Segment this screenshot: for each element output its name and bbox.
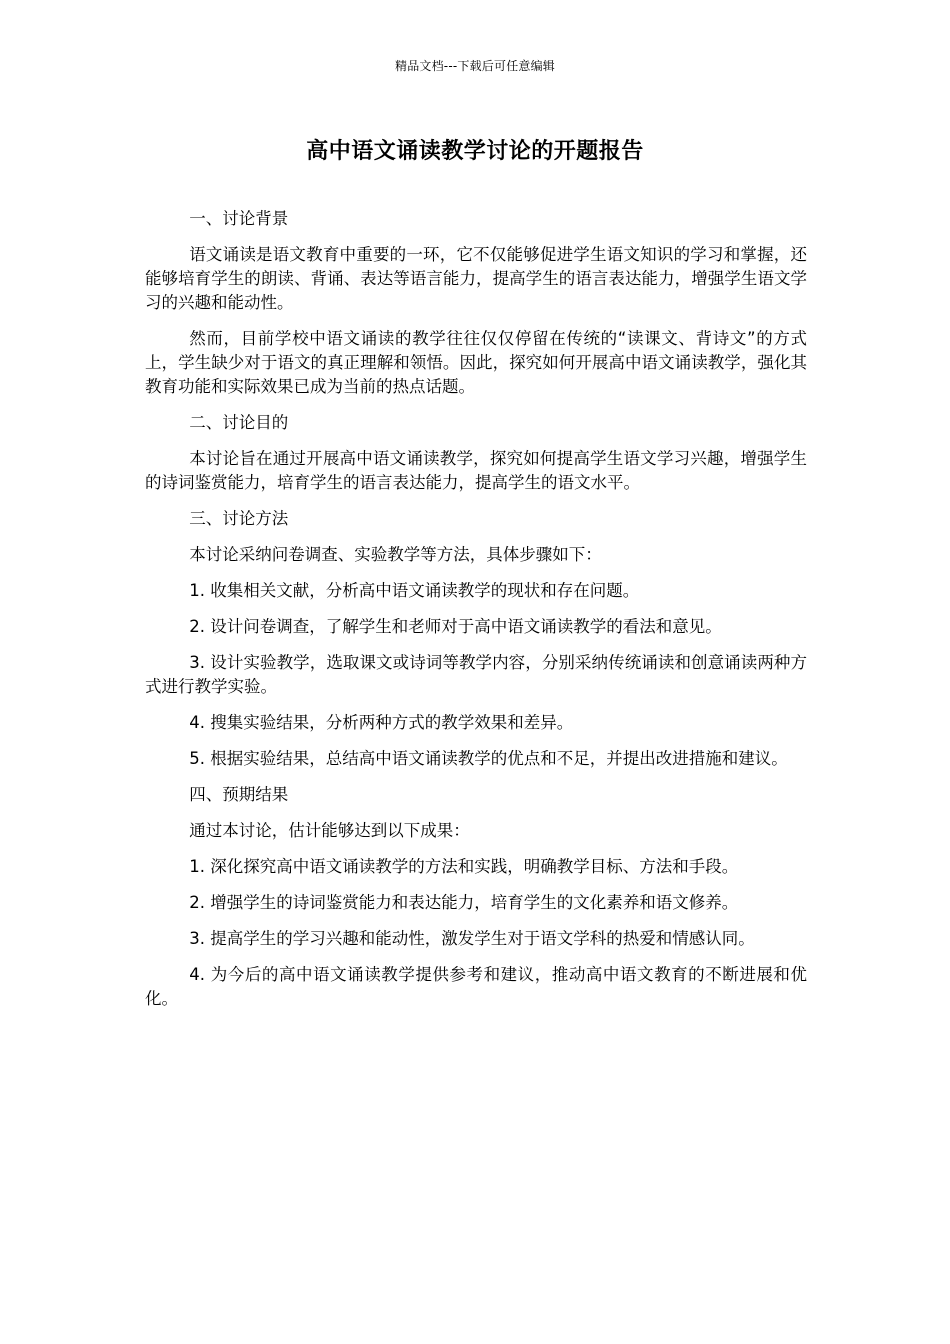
header-note: 精品文档---下载后可任意编辑 [395, 59, 555, 73]
section-heading-method: 三、讨论方法 [189, 509, 289, 528]
section-heading-purpose: 二、讨论目的 [189, 413, 289, 432]
list-item: 3. 提高学生的学习兴趣和能动性，激发学生对于语文学科的热爱和情感认同。 [189, 929, 755, 948]
list-item: 2. 增强学生的诗词鉴赏能力和表达能力，培育学生的文化素养和语文修养。 [189, 893, 739, 912]
list-item: 3. 设计实验教学，选取课文或诗词等教学内容，分别采纳传统诵读和创意诵读两种方式进行教学实验。 [145, 653, 807, 696]
section-heading-expected-results: 四、预期结果 [189, 785, 289, 804]
list-item: 2. 设计问卷调查，了解学生和老师对于高中语文诵读教学的看法和意见。 [189, 617, 722, 636]
body-paragraph: 然而，目前学校中语文诵读的教学往往仅仅停留在传统的“读课文、背诗文”的方式上，学生缺少对于语文的真正理解和领悟。因此，探究如何开展高中语文诵读教学，强化其教育功能和实际效果已成为当前的热点话题。 [145, 329, 807, 396]
list-item: 1. 收集相关文献，分析高中语文诵读教学的现状和存在问题。 [189, 581, 640, 600]
body-paragraph: 本讨论采纳问卷调查、实验教学等方法，具体步骤如下： [189, 545, 602, 564]
list-item: 5. 根据实验结果，总结高中语文诵读教学的优点和不足，并提出改进措施和建议。 [189, 749, 788, 768]
body-paragraph: 本讨论旨在通过开展高中语文诵读教学，探究如何提高学生语文学习兴趣，增强学生的诗词鉴赏能力，培育学生的语言表达能力，提高学生的语文水平。 [145, 449, 807, 492]
document-title: 高中语文诵读教学讨论的开题报告 [306, 139, 644, 164]
list-item: 4. 搜集实验结果，分析两种方式的教学效果和差异。 [189, 713, 574, 732]
body-paragraph: 语文诵读是语文教育中重要的一环，它不仅能够促进学生语文知识的学习和掌握，还能够培育学生的朗读、背诵、表达等语言能力，提高学生的语言表达能力，增强学生语文学习的兴趣和能动性。 [145, 245, 807, 312]
body-paragraph: 通过本讨论，估计能够达到以下成果： [189, 821, 470, 840]
list-item: 1. 深化探究高中语文诵读教学的方法和实践，明确教学目标、方法和手段。 [189, 857, 739, 876]
section-heading-background: 一、讨论背景 [189, 209, 289, 228]
document-body [145, 207, 807, 1023]
list-item: 4. 为今后的高中语文诵读教学提供参考和建议，推动高中语文教育的不断进展和优化。 [145, 965, 807, 1008]
